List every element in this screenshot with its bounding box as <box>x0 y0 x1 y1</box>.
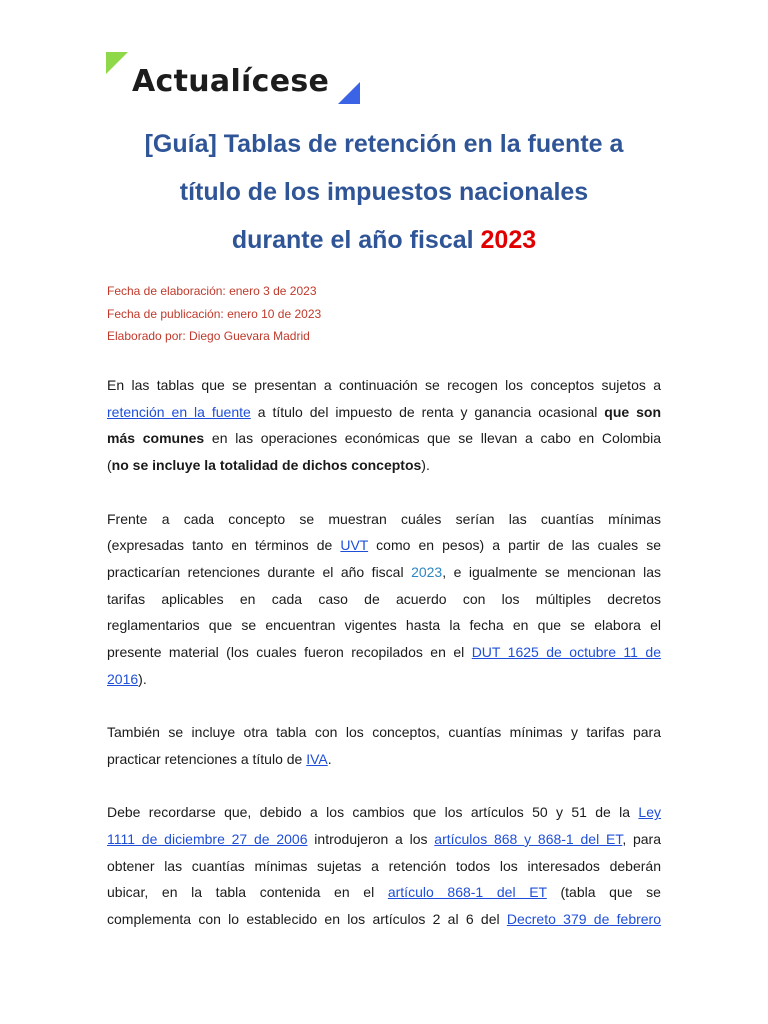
p1-paren-open: ( <box>107 457 112 474</box>
p1-line-4 <box>107 452 661 479</box>
link-ley-1111[interactable]: Ley <box>638 804 661 821</box>
p3-line-1 <box>107 719 661 746</box>
p2-line-7 <box>107 666 661 693</box>
p2-text-7b: ). <box>138 670 147 687</box>
link-uvt[interactable]: UVT <box>340 537 369 554</box>
fecha-publicacion: Fecha de publicación: enero 10 de 2023 <box>107 306 322 321</box>
p3-text-1: También se incluye otra tabla con los conceptos, cuantías mínimas y tarifas para <box>107 724 661 741</box>
p2-text-1: Frente a cada concepto se muestran cuáles serían las cuantías mínimas <box>107 510 661 527</box>
p3-text-2b: . <box>327 750 332 767</box>
p2-text-5: reglamentarios que se encuentran vigentes hasta la fecha en que se elabora el <box>107 617 661 634</box>
p4-line-3 <box>107 853 661 880</box>
link-dut-1625-year[interactable]: 2016 <box>107 670 139 687</box>
p4-text-3: obtener las cuantías mínimas sujetas a retención todos los interesados deberán <box>107 857 661 874</box>
p2-line-1 <box>107 506 661 533</box>
p1-bold-3: no se incluye la totalidad de dichos conceptos <box>111 457 422 474</box>
p2-text-6a: presente material (los cuales fueron recopilados en el <box>107 644 472 661</box>
link-dut-1625[interactable]: DUT 1625 de octubre 11 de <box>471 644 661 661</box>
p3-line-2 <box>107 746 661 773</box>
p4-line-4 <box>107 879 661 906</box>
p4-text-2c: , para <box>622 830 662 847</box>
p2-line-4 <box>107 586 661 613</box>
paragraph-1 <box>107 372 661 479</box>
p1-line-1 <box>107 372 661 399</box>
p4-text-4a: ubicar, en la tabla contenida en el <box>107 884 388 901</box>
fecha-elaboracion: Fecha de elaboración: enero 3 de 2023 <box>107 284 317 298</box>
link-retencion-en-la-fuente[interactable]: retención en la fuente <box>107 403 251 420</box>
title-year: 2023 <box>480 226 537 254</box>
link-decreto-379[interactable]: Decreto 379 de febrero <box>506 911 662 928</box>
p2-text-3a: practicarían retenciones durante el año fiscal <box>107 563 412 580</box>
p2-line-6 <box>107 639 661 666</box>
logo-wordmark: Actualícese <box>132 64 330 99</box>
paragraph-2 <box>107 506 661 693</box>
paragraph-3 <box>107 719 661 772</box>
p1-line-2 <box>107 399 661 426</box>
p1-text-1: En las tablas que se presentan a continuación se recogen los conceptos sujetos a <box>107 377 661 393</box>
elaborado-por: Elaborado por: Diego Guevara Madrid <box>107 329 310 343</box>
p1-line-3 <box>107 425 661 452</box>
logo-blue-triangle-icon <box>338 82 360 104</box>
link-articulos-868[interactable]: artículos 868 y 868-1 del ET <box>434 830 623 847</box>
title-line-3 <box>60 216 708 264</box>
p4-text-5a: complementa con lo establecido en los artículos 2 al 6 del <box>107 911 507 928</box>
p2-line-2 <box>107 532 661 559</box>
logo-green-triangle-icon <box>106 52 128 74</box>
document-metadata <box>107 280 321 348</box>
p4-line-5 <box>107 906 661 933</box>
p4-line-1 <box>107 799 661 826</box>
p1-paren-close: ). <box>421 457 430 474</box>
p2-text-3b: , e igualmente se mencionan las <box>442 563 661 580</box>
title-line-3-text: durante el año fiscal <box>231 226 481 254</box>
p1-bold-2: más comunes <box>107 430 205 447</box>
p1-text-3: en las operaciones económicas que se llevan a cabo en Colombia <box>204 430 662 447</box>
p2-line-5 <box>107 612 661 639</box>
document-title <box>60 120 708 264</box>
paragraph-4 <box>107 799 661 933</box>
p4-text-4b: (tabla que se <box>546 884 661 901</box>
p2-text-4: tarifas aplicables en cada caso de acuerdo con los múltiples decretos <box>107 590 661 607</box>
p4-line-2 <box>107 826 661 853</box>
p1-text-2: a título del impuesto de renta y ganancia ocasional <box>250 403 605 420</box>
p4-text-1a: Debe recordarse que, debido a los cambios que los artículos 50 y 51 de la <box>107 804 639 821</box>
document-body <box>107 372 661 959</box>
p2-text-2a: (expresadas tanto en términos de <box>107 537 341 554</box>
title-line-1: [Guía] Tablas de retención en la fuente a <box>144 130 624 158</box>
p2-text-2b: como en pesos) a partir de las cuales se <box>368 537 661 554</box>
actualicese-logo[interactable] <box>104 50 374 110</box>
link-ley-1111-fecha[interactable]: 1111 de diciembre 27 de 2006 <box>107 830 308 847</box>
p1-bold-1: que son <box>604 403 662 420</box>
p3-text-2a: practicar retenciones a título de <box>107 750 307 767</box>
link-articulo-868-1[interactable]: artículo 868-1 del ET <box>387 884 547 901</box>
p2-line-3 <box>107 559 661 586</box>
title-line-2: título de los impuestos nacionales <box>179 178 589 206</box>
p4-text-2b: introdujeron a los <box>307 830 435 847</box>
link-iva[interactable]: IVA <box>306 750 328 767</box>
p2-year: 2023 <box>411 563 443 580</box>
